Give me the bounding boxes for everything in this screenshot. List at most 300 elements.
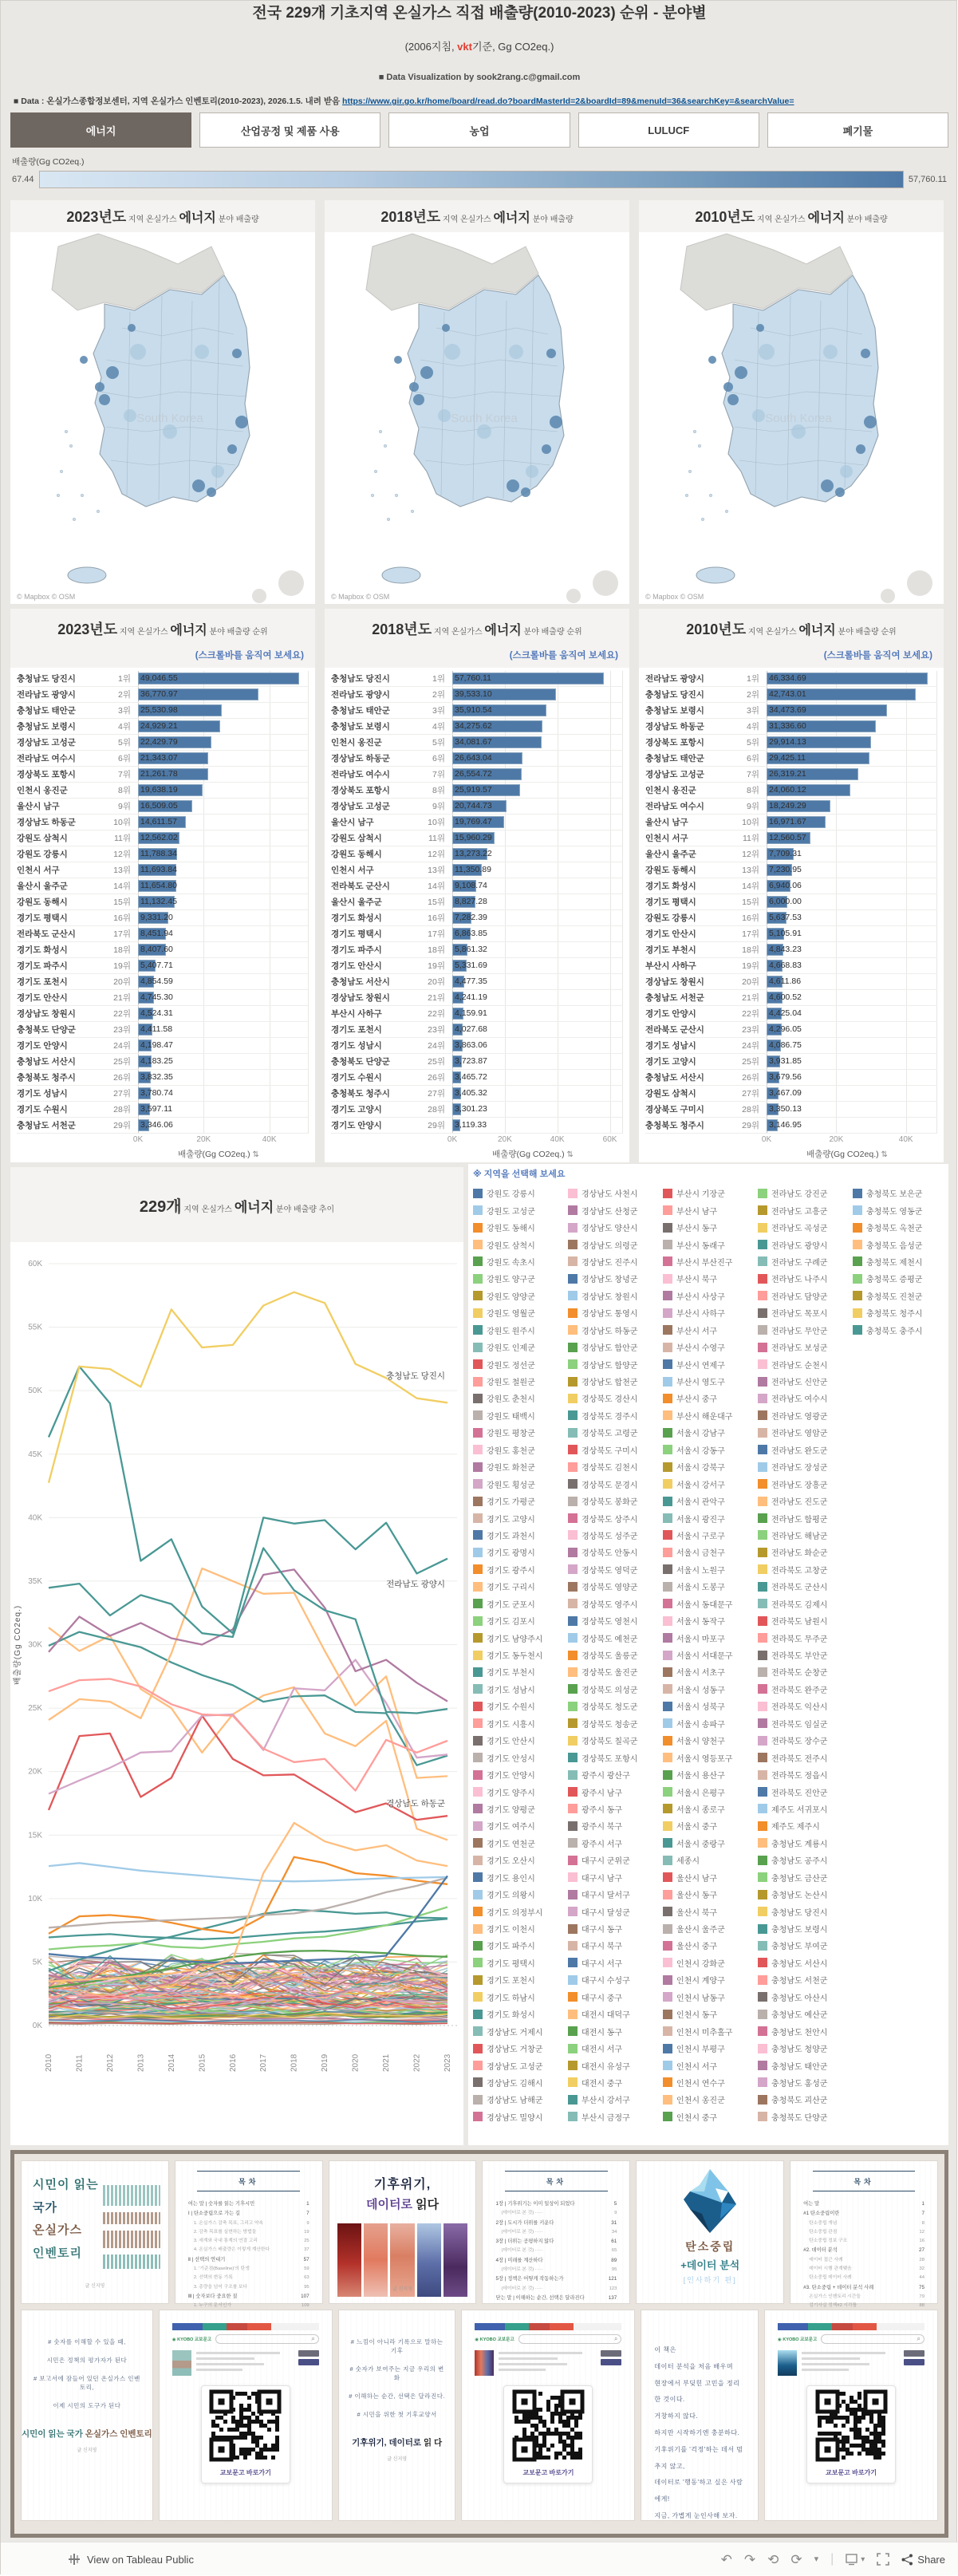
legend-item[interactable] — [853, 1236, 948, 1252]
legend-item[interactable] — [663, 1698, 758, 1714]
rank-row[interactable] — [17, 942, 309, 958]
legend-item[interactable] — [568, 1304, 663, 1321]
legend-item[interactable] — [473, 2091, 568, 2108]
legend-item[interactable] — [663, 1442, 758, 1458]
rank-row[interactable] — [17, 1070, 309, 1086]
legend-item[interactable] — [473, 1852, 568, 1868]
legend-item[interactable] — [758, 1561, 853, 1578]
legend-item[interactable] — [568, 1355, 663, 1372]
choropleth-map[interactable] — [10, 232, 315, 604]
legend-item[interactable] — [758, 1766, 853, 1783]
rank-row[interactable] — [645, 958, 937, 974]
legend-item[interactable] — [568, 1886, 663, 1903]
legend-item[interactable] — [568, 1544, 663, 1560]
legend-item[interactable] — [568, 1698, 663, 1714]
legend-item[interactable] — [568, 1852, 663, 1868]
rank-row[interactable] — [645, 846, 937, 862]
legend-item[interactable] — [473, 1937, 568, 1954]
rank-row[interactable] — [17, 815, 309, 830]
rank-row[interactable] — [331, 1070, 623, 1086]
legend-item[interactable] — [568, 1424, 663, 1441]
legend-item[interactable] — [568, 2022, 663, 2039]
legend-item[interactable] — [758, 1270, 853, 1287]
legend-item[interactable] — [663, 1920, 758, 1937]
legend-item[interactable] — [758, 1955, 853, 1971]
legend-item[interactable] — [473, 2006, 568, 2022]
legend-item[interactable] — [663, 1253, 758, 1270]
undo-icon[interactable]: ↶ — [720, 2551, 732, 2567]
legend-item[interactable] — [758, 2057, 853, 2073]
rank-row[interactable] — [331, 1022, 623, 1038]
legend-item[interactable] — [663, 1509, 758, 1526]
legend-item[interactable] — [663, 1561, 758, 1578]
legend-item[interactable] — [758, 1373, 853, 1390]
rank-row[interactable] — [17, 894, 309, 910]
rank-row[interactable] — [17, 703, 309, 719]
legend-item[interactable] — [568, 1458, 663, 1475]
legend-item[interactable] — [568, 1339, 663, 1355]
legend-item[interactable] — [663, 2074, 758, 2091]
rank-row[interactable] — [17, 1038, 309, 1054]
legend-item[interactable] — [758, 2091, 853, 2108]
legend-item[interactable] — [663, 1578, 758, 1595]
rank-row[interactable] — [645, 815, 937, 830]
legend-item[interactable] — [473, 1647, 568, 1663]
legend-item[interactable] — [473, 1304, 568, 1321]
rank-row[interactable] — [17, 671, 309, 687]
rank-row[interactable] — [17, 910, 309, 926]
legend-item[interactable] — [568, 1920, 663, 1937]
rank-row[interactable] — [17, 878, 309, 894]
legend-item[interactable] — [473, 1201, 568, 1218]
legend-item[interactable] — [568, 1715, 663, 1732]
legend-item[interactable] — [758, 1219, 853, 1236]
tableau-brand[interactable] — [68, 2542, 194, 2576]
legend-item[interactable] — [473, 1493, 568, 1509]
rank-row[interactable] — [331, 878, 623, 894]
rank-row[interactable] — [17, 926, 309, 942]
sort-icon[interactable]: ⇅ — [252, 1150, 259, 1159]
rank-row[interactable] — [17, 990, 309, 1006]
legend-item[interactable] — [473, 2022, 568, 2039]
legend-item[interactable] — [568, 1663, 663, 1680]
legend-item[interactable] — [473, 1458, 568, 1475]
rank-row[interactable] — [645, 878, 937, 894]
rank-row[interactable] — [331, 1054, 623, 1070]
rank-row[interactable] — [17, 1102, 309, 1118]
legend-item[interactable] — [473, 1869, 568, 1886]
legend-item[interactable] — [568, 1578, 663, 1595]
rank-row[interactable] — [17, 1086, 309, 1102]
rank-row[interactable] — [331, 1102, 623, 1118]
qr-link-label[interactable]: 교보문고 바로가기 — [219, 2469, 271, 2476]
legend-item[interactable] — [663, 1219, 758, 1236]
legend-item[interactable] — [663, 1304, 758, 1321]
rank-row[interactable] — [645, 862, 937, 878]
legend-item[interactable] — [473, 1715, 568, 1732]
legend-item[interactable] — [568, 1475, 663, 1492]
legend-item[interactable] — [758, 1339, 853, 1355]
rank-row[interactable] — [17, 735, 309, 751]
legend-item[interactable] — [473, 1596, 568, 1612]
legend-item[interactable] — [473, 1407, 568, 1424]
rank-row[interactable] — [17, 830, 309, 846]
legend-item[interactable] — [663, 1544, 758, 1560]
legend-item[interactable] — [663, 1663, 758, 1680]
qr-link-label[interactable]: 교보문고 바로가기 — [522, 2469, 574, 2476]
rank-row[interactable] — [645, 1070, 937, 1086]
legend-item[interactable] — [758, 1629, 853, 1646]
legend-item[interactable] — [663, 1681, 758, 1698]
rank-row[interactable] — [331, 735, 623, 751]
legend-item[interactable] — [853, 1201, 948, 1218]
legend-item[interactable] — [853, 1322, 948, 1339]
legend-item[interactable] — [663, 1989, 758, 2006]
legend-item[interactable] — [853, 1270, 948, 1287]
rank-row[interactable] — [645, 910, 937, 926]
legend-item[interactable] — [758, 1647, 853, 1663]
legend-item[interactable] — [758, 1578, 853, 1595]
tab-1[interactable]: 에너지 — [10, 112, 191, 148]
rank-row[interactable] — [331, 703, 623, 719]
legend-item[interactable] — [663, 1629, 758, 1646]
rank-row[interactable] — [17, 862, 309, 878]
rank-row[interactable] — [331, 862, 623, 878]
rank-row[interactable] — [17, 846, 309, 862]
legend-item[interactable] — [758, 2006, 853, 2022]
legend-item[interactable] — [758, 1322, 853, 1339]
rank-row[interactable] — [17, 783, 309, 799]
legend-item[interactable] — [568, 1236, 663, 1252]
legend-item[interactable] — [663, 1185, 758, 1201]
rank-row[interactable] — [17, 687, 309, 703]
legend-item[interactable] — [568, 1955, 663, 1971]
legend-item[interactable] — [758, 1475, 853, 1492]
legend-item[interactable] — [473, 1629, 568, 1646]
legend-item[interactable] — [663, 1647, 758, 1663]
legend-item[interactable] — [663, 1288, 758, 1304]
legend-item[interactable] — [663, 1801, 758, 1817]
rank-row[interactable] — [645, 767, 937, 783]
legend-item[interactable] — [568, 1509, 663, 1526]
legend-item[interactable] — [663, 1903, 758, 1919]
legend-item[interactable] — [473, 1544, 568, 1560]
tab-5[interactable]: 폐기물 — [767, 112, 948, 148]
legend-item[interactable] — [663, 2109, 758, 2125]
legend-item[interactable] — [473, 1920, 568, 1937]
legend-item[interactable] — [853, 1304, 948, 1321]
choropleth-map[interactable] — [325, 232, 629, 604]
legend-item[interactable] — [663, 1749, 758, 1765]
legend-item[interactable] — [473, 1681, 568, 1698]
legend-item[interactable] — [663, 1407, 758, 1424]
device-layout-button[interactable] — [846, 2554, 865, 2566]
rank-row[interactable] — [17, 1022, 309, 1038]
legend-item[interactable] — [473, 1783, 568, 1800]
fullscreen-icon[interactable] — [877, 2553, 889, 2566]
legend-item[interactable] — [568, 1937, 663, 1954]
legend-item[interactable] — [568, 1185, 663, 1201]
legend-item[interactable] — [758, 1989, 853, 2006]
rank-row[interactable] — [331, 751, 623, 767]
legend-item[interactable] — [663, 2022, 758, 2039]
legend-item[interactable] — [473, 1663, 568, 1680]
rank-row[interactable] — [331, 783, 623, 799]
pause-caret-icon[interactable]: ▾ — [814, 2554, 819, 2564]
rank-row[interactable] — [17, 719, 309, 735]
rank-row[interactable] — [645, 1118, 937, 1134]
legend-item[interactable] — [758, 2040, 853, 2057]
legend-item[interactable] — [758, 1458, 853, 1475]
legend-item[interactable] — [473, 1835, 568, 1852]
legend-item[interactable] — [758, 1869, 853, 1886]
legend-item[interactable] — [473, 1578, 568, 1595]
legend-item[interactable] — [853, 1253, 948, 1270]
legend-item[interactable] — [473, 2057, 568, 2073]
legend-item[interactable] — [473, 1424, 568, 1441]
rank-row[interactable] — [331, 1086, 623, 1102]
color-scale-gradient[interactable] — [39, 171, 904, 188]
sort-icon[interactable]: ⇅ — [881, 1150, 888, 1159]
rank-row[interactable] — [331, 1118, 623, 1134]
legend-item[interactable] — [758, 1920, 853, 1937]
rank-row[interactable] — [331, 799, 623, 815]
legend-item[interactable] — [473, 1903, 568, 1919]
rank-row[interactable] — [645, 751, 937, 767]
legend-item[interactable] — [568, 1219, 663, 1236]
legend-item[interactable] — [568, 1288, 663, 1304]
rank-row[interactable] — [17, 799, 309, 815]
legend-item[interactable] — [663, 1355, 758, 1372]
rank-row[interactable] — [645, 1054, 937, 1070]
legend-item[interactable] — [758, 1390, 853, 1406]
legend-item[interactable] — [663, 2006, 758, 2022]
legend-item[interactable] — [568, 2091, 663, 2108]
rank-row[interactable] — [645, 1022, 937, 1038]
legend-item[interactable] — [758, 1732, 853, 1749]
legend-item[interactable] — [758, 1236, 853, 1252]
legend-item[interactable] — [758, 1201, 853, 1218]
legend-item[interactable] — [473, 1270, 568, 1287]
redo-icon[interactable]: ↷ — [743, 2551, 756, 2567]
rank-row[interactable] — [17, 974, 309, 990]
legend-item[interactable] — [663, 1886, 758, 1903]
rank-row[interactable] — [331, 815, 623, 830]
legend-item[interactable] — [758, 1288, 853, 1304]
share-button[interactable] — [901, 2554, 945, 2566]
rank-row[interactable] — [331, 687, 623, 703]
legend-item[interactable] — [568, 2006, 663, 2022]
legend-item[interactable] — [473, 1749, 568, 1765]
legend-item[interactable] — [568, 2040, 663, 2057]
legend-item[interactable] — [758, 1903, 853, 1919]
legend-item[interactable] — [473, 1955, 568, 1971]
legend-item[interactable] — [758, 2109, 853, 2125]
legend-item[interactable] — [663, 1852, 758, 1868]
legend-item[interactable] — [473, 2109, 568, 2125]
legend-item[interactable] — [568, 1629, 663, 1646]
rank-row[interactable] — [645, 926, 937, 942]
legend-item[interactable] — [663, 1322, 758, 1339]
legend-item[interactable] — [758, 1663, 853, 1680]
legend-item[interactable] — [568, 1253, 663, 1270]
legend-item[interactable] — [568, 1903, 663, 1919]
legend-item[interactable] — [663, 2091, 758, 2108]
rank-row[interactable] — [645, 687, 937, 703]
legend-item[interactable] — [473, 1801, 568, 1817]
legend-item[interactable] — [568, 1783, 663, 1800]
rank-row[interactable] — [645, 671, 937, 687]
legend-item[interactable] — [758, 1509, 853, 1526]
rank-row[interactable] — [645, 1038, 937, 1054]
legend-item[interactable] — [473, 1322, 568, 1339]
rank-row[interactable] — [645, 703, 937, 719]
legend-item[interactable] — [473, 1339, 568, 1355]
legend-item[interactable] — [758, 1424, 853, 1441]
legend-item[interactable] — [663, 1424, 758, 1441]
legend-item[interactable] — [473, 1561, 568, 1578]
legend-item[interactable] — [568, 1612, 663, 1629]
rank-row[interactable] — [331, 926, 623, 942]
legend-item[interactable] — [473, 1971, 568, 1988]
legend-item[interactable] — [758, 1253, 853, 1270]
tab-3[interactable]: 농업 — [388, 112, 570, 148]
legend-item[interactable] — [473, 1509, 568, 1526]
rank-row[interactable] — [645, 894, 937, 910]
legend-item[interactable] — [568, 2057, 663, 2073]
legend-item[interactable] — [473, 1698, 568, 1714]
legend-item[interactable] — [473, 1219, 568, 1236]
legend-item[interactable] — [473, 1373, 568, 1390]
legend-item[interactable] — [663, 1715, 758, 1732]
rank-row[interactable] — [645, 974, 937, 990]
rank-row[interactable] — [645, 783, 937, 799]
legend-item[interactable] — [853, 1288, 948, 1304]
legend-item[interactable] — [663, 1835, 758, 1852]
legend-item[interactable] — [568, 2074, 663, 2091]
legend-item[interactable] — [473, 1355, 568, 1372]
legend-item[interactable] — [473, 1442, 568, 1458]
rank-row[interactable] — [331, 846, 623, 862]
legend-item[interactable] — [473, 1989, 568, 2006]
rank-row[interactable] — [645, 990, 937, 1006]
legend-item[interactable] — [758, 1596, 853, 1612]
rank-row[interactable] — [331, 990, 623, 1006]
legend-item[interactable] — [473, 1732, 568, 1749]
legend-item[interactable] — [568, 1373, 663, 1390]
legend-item[interactable] — [568, 1390, 663, 1406]
legend-item[interactable] — [473, 1185, 568, 1201]
qr-link-label[interactable]: 교보문고 바로가기 — [825, 2469, 877, 2476]
legend-item[interactable] — [758, 1749, 853, 1765]
legend-item[interactable] — [663, 1732, 758, 1749]
legend-item[interactable] — [663, 1869, 758, 1886]
sort-icon[interactable]: ⇅ — [566, 1150, 574, 1159]
legend-item[interactable] — [568, 1749, 663, 1765]
legend-item[interactable] — [663, 1766, 758, 1783]
legend-item[interactable] — [853, 1219, 948, 1236]
legend-item[interactable] — [758, 1355, 853, 1372]
legend-item[interactable] — [758, 1971, 853, 1988]
legend-item[interactable] — [663, 1596, 758, 1612]
rank-row[interactable] — [331, 1038, 623, 1054]
legend-item[interactable] — [663, 1937, 758, 1954]
legend-item[interactable] — [758, 1612, 853, 1629]
legend-item[interactable] — [663, 1783, 758, 1800]
rank-row[interactable] — [645, 1102, 937, 1118]
legend-item[interactable] — [758, 1544, 853, 1560]
legend-item[interactable] — [568, 1561, 663, 1578]
rank-row[interactable] — [17, 751, 309, 767]
legend-item[interactable] — [568, 1989, 663, 2006]
legend-item[interactable] — [758, 1886, 853, 1903]
tab-4[interactable]: LULUCF — [578, 112, 759, 148]
legend-item[interactable] — [663, 1201, 758, 1218]
legend-item[interactable] — [758, 1185, 853, 1201]
legend-item[interactable] — [758, 1442, 853, 1458]
reset-icon[interactable]: ⟲ — [767, 2551, 779, 2567]
rank-row[interactable] — [17, 1006, 309, 1022]
rank-row[interactable] — [17, 958, 309, 974]
legend-item[interactable] — [758, 1783, 853, 1800]
legend-item[interactable] — [758, 1715, 853, 1732]
rank-row[interactable] — [645, 942, 937, 958]
legend-item[interactable] — [473, 1612, 568, 1629]
legend-item[interactable] — [568, 1681, 663, 1698]
legend-item[interactable] — [568, 1801, 663, 1817]
legend-item[interactable] — [568, 1835, 663, 1852]
rank-row[interactable] — [17, 767, 309, 783]
rank-row[interactable] — [331, 942, 623, 958]
rank-row[interactable] — [17, 1054, 309, 1070]
legend-item[interactable] — [663, 1475, 758, 1492]
legend-item[interactable] — [663, 1527, 758, 1544]
legend-item[interactable] — [853, 1185, 948, 1201]
legend-item[interactable] — [758, 1304, 853, 1321]
rank-row[interactable] — [645, 719, 937, 735]
legend-item[interactable] — [758, 1801, 853, 1817]
legend-item[interactable] — [568, 1817, 663, 1834]
legend-item[interactable] — [473, 1236, 568, 1252]
rank-row[interactable] — [645, 1006, 937, 1022]
legend-item[interactable] — [473, 1390, 568, 1406]
legend-item[interactable] — [663, 1458, 758, 1475]
legend-item[interactable] — [568, 1270, 663, 1287]
legend-item[interactable] — [758, 1527, 853, 1544]
rank-row[interactable] — [645, 799, 937, 815]
legend-item[interactable] — [663, 1390, 758, 1406]
legend-item[interactable] — [758, 1817, 853, 1834]
legend-item[interactable] — [568, 1442, 663, 1458]
legend-item[interactable] — [663, 1373, 758, 1390]
legend-item[interactable] — [663, 1493, 758, 1509]
refresh-icon[interactable]: ⟳ — [790, 2551, 802, 2567]
rank-row[interactable] — [645, 830, 937, 846]
legend-item[interactable] — [473, 2074, 568, 2091]
rank-row[interactable] — [331, 974, 623, 990]
legend-item[interactable] — [473, 2040, 568, 2057]
legend-item[interactable] — [568, 2109, 663, 2125]
legend-item[interactable] — [473, 1288, 568, 1304]
legend-item[interactable] — [568, 1732, 663, 1749]
legend-item[interactable] — [473, 1817, 568, 1834]
legend-item[interactable] — [568, 1493, 663, 1509]
data-source-link[interactable]: https://www.gir.go.kr/home/board/read.do?boardMasterId=2&boardId=89&menuId=36&searchKey=&searchValue= — [342, 97, 794, 106]
legend-item[interactable] — [568, 1971, 663, 1988]
legend-item[interactable] — [758, 1698, 853, 1714]
legend-item[interactable] — [663, 1955, 758, 1971]
legend-item[interactable] — [758, 2074, 853, 2091]
